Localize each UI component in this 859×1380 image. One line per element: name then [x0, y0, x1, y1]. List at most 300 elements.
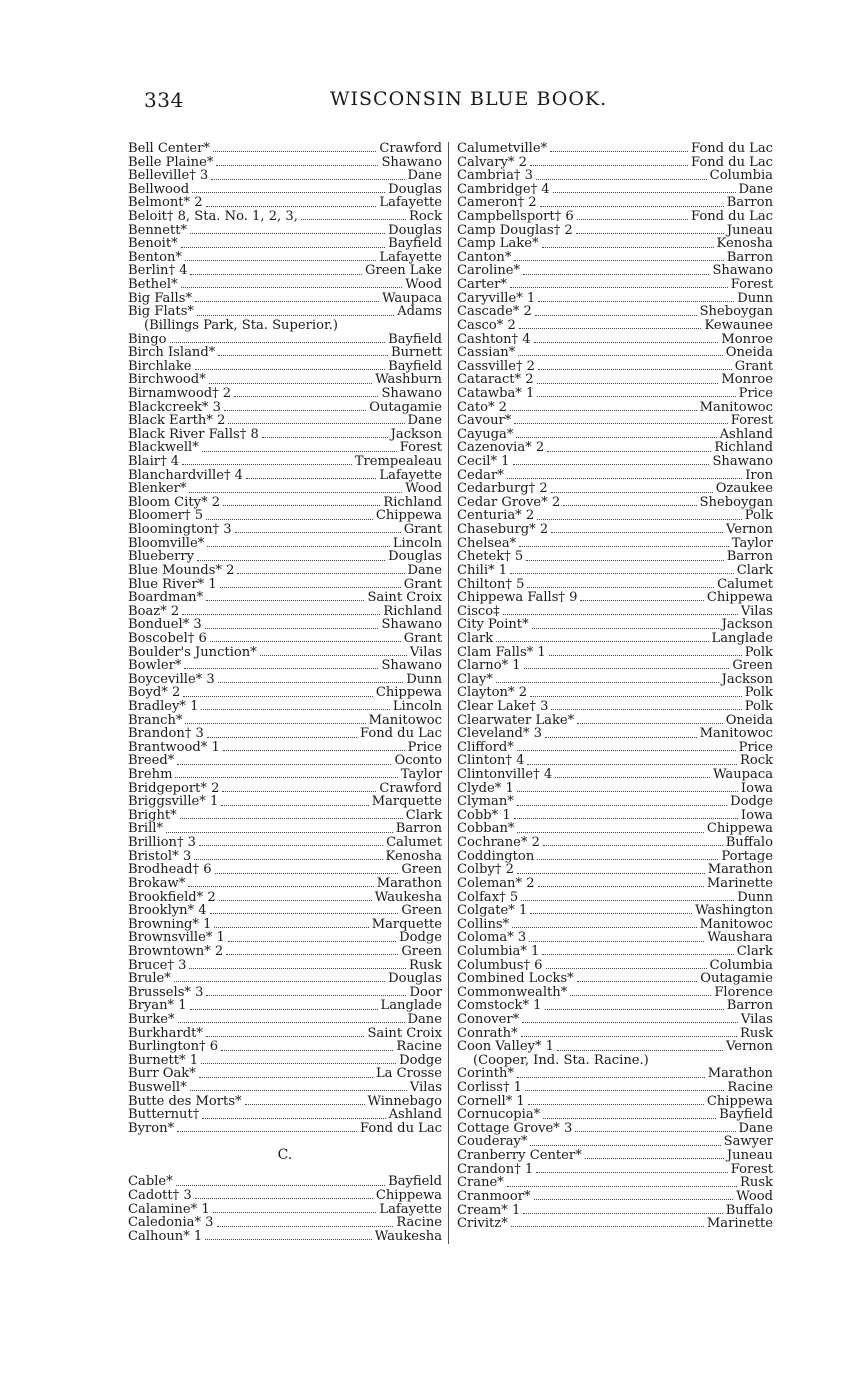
county-name: Rock: [408, 209, 442, 225]
dot-leader: [245, 1104, 365, 1105]
county-name: Barron: [726, 195, 773, 211]
dot-leader: [538, 886, 704, 887]
post-office-name: Brokaw*: [128, 875, 186, 891]
post-office-entry: [128, 673, 442, 687]
county-name: Clark: [736, 562, 773, 578]
post-office-entry: [457, 605, 773, 619]
county-name: Adams: [397, 304, 442, 320]
dot-leader: [536, 1172, 727, 1173]
dot-leader: [530, 165, 688, 166]
post-office-name: Blair† 4: [128, 454, 180, 470]
dot-leader: [195, 1198, 373, 1199]
post-office-entry: [128, 550, 442, 564]
station-note: (Billings Park, Sta. Superior.): [144, 317, 339, 333]
dot-leader: [221, 805, 368, 806]
post-office-name: Carter*: [457, 277, 507, 293]
post-office-entry: [128, 877, 442, 891]
post-office-name: Breed*: [128, 753, 175, 769]
county-name: Kenosha: [716, 236, 773, 252]
dot-leader: [513, 464, 710, 465]
county-name: Douglas: [388, 971, 442, 987]
post-office-entry: [128, 360, 442, 374]
dot-leader: [216, 165, 378, 166]
dot-leader: [185, 723, 365, 724]
post-office-entry: [128, 564, 442, 578]
post-office-entry: [457, 768, 773, 782]
dot-leader: [220, 587, 401, 588]
county-name: Door: [409, 984, 442, 1000]
dot-leader: [537, 859, 718, 860]
post-office-name: Cleveland* 3: [457, 726, 542, 742]
post-office-entry: [128, 727, 442, 741]
dot-leader: [537, 383, 719, 384]
post-office-entry: [457, 224, 773, 238]
post-office-entry: [128, 373, 442, 387]
post-office-name: Chaseburg* 2: [457, 522, 549, 538]
dot-leader: [214, 927, 368, 928]
post-office-entry: [128, 754, 442, 768]
post-office-name: Belleville† 3: [128, 168, 209, 184]
dot-leader: [175, 777, 397, 778]
dot-leader: [575, 1131, 735, 1132]
county-name: Grant: [734, 358, 773, 374]
dot-leader: [503, 614, 738, 615]
county-name: Grant: [403, 576, 442, 592]
county-name: Rock: [739, 753, 773, 769]
dot-leader: [518, 355, 722, 356]
post-office-name: Conrath*: [457, 1025, 518, 1041]
post-office-entry: [457, 1040, 773, 1054]
post-office-entry: [128, 1067, 442, 1081]
post-office-name: Big Flats*: [128, 304, 194, 320]
county-name: Forest: [399, 440, 442, 456]
post-office-entry: [457, 1081, 773, 1095]
county-name: Shawano: [381, 658, 442, 674]
post-office-name: Blueberry: [128, 549, 195, 565]
post-office-name: Buswell*: [128, 1080, 187, 1096]
post-office-name: Calumetville*: [457, 141, 548, 156]
county-name: Sawyer: [723, 1134, 773, 1150]
post-office-entry: [457, 333, 773, 347]
county-name: Fond du Lac: [690, 141, 773, 156]
post-office-entry: [128, 1095, 442, 1109]
post-office-name: Colfax† 5: [457, 889, 519, 905]
county-name: Price: [407, 739, 442, 755]
county-name: Polk: [744, 644, 773, 660]
dot-leader: [555, 777, 710, 778]
post-office-entry: [128, 264, 442, 278]
dot-leader: [228, 941, 396, 942]
post-office-entry: [128, 904, 442, 918]
county-name: Columbia: [709, 957, 773, 973]
post-office-name: Clark: [457, 630, 494, 646]
dot-leader: [235, 532, 401, 533]
section-heading: C.: [277, 1147, 293, 1164]
dot-leader: [523, 274, 709, 275]
post-office-name: Collins*: [457, 916, 510, 932]
dot-leader: [213, 151, 376, 152]
post-office-entry: [128, 918, 442, 932]
post-office-name: Campbellsport† 6: [457, 209, 574, 225]
post-office-name: Cranmoor*: [457, 1188, 531, 1204]
post-office-name: Brill*: [128, 821, 163, 837]
dot-leader: [234, 396, 378, 397]
dot-leader: [496, 682, 719, 683]
dot-leader: [530, 696, 742, 697]
dot-leader: [177, 1131, 357, 1132]
post-office-name: Comstock* 1: [457, 998, 542, 1014]
county-name: Dunn: [737, 290, 773, 306]
post-office-entry: [128, 1203, 442, 1217]
post-office-name: Chilton† 5: [457, 576, 525, 592]
post-office-name: Bell Center*: [128, 141, 210, 156]
post-office-entry: [128, 1054, 442, 1068]
post-office-name: Brussels* 3: [128, 984, 204, 1000]
post-office-entry: [128, 809, 442, 823]
dot-leader: [514, 423, 727, 424]
post-office-name: Centuria* 2: [457, 508, 535, 524]
county-name: Vilas: [740, 603, 773, 619]
dot-leader: [527, 764, 737, 765]
post-office-name: Benoit*: [128, 236, 178, 252]
post-office-entry: [457, 1163, 773, 1177]
county-name: Lafayette: [379, 195, 442, 211]
post-office-entry: [457, 1217, 773, 1231]
post-office-name: Bright*: [128, 807, 177, 823]
post-office-entry: [457, 319, 773, 333]
county-name: Calumet: [386, 835, 442, 851]
dot-leader: [189, 492, 402, 493]
county-name: La Crosse: [375, 1066, 442, 1082]
dot-leader: [206, 206, 377, 207]
post-office-entry: [457, 1027, 773, 1041]
dot-leader: [550, 151, 688, 152]
post-office-name: Combined Locks*: [457, 971, 574, 987]
dot-leader: [525, 1090, 724, 1091]
post-office-entry: [457, 156, 773, 170]
county-name: Lafayette: [379, 249, 442, 265]
post-office-name: Boaz* 2: [128, 603, 180, 619]
dot-leader: [536, 179, 707, 180]
post-office-entry: [457, 591, 773, 605]
county-name: Green: [401, 903, 442, 919]
county-name: Racine: [396, 1215, 442, 1231]
county-name: Iowa: [740, 807, 773, 823]
dot-leader: [576, 233, 724, 234]
post-office-entry: [128, 822, 442, 836]
post-office-name: Cedar*: [457, 467, 504, 483]
dot-leader: [183, 696, 373, 697]
county-name: Langlade: [711, 630, 773, 646]
post-office-name: Burlington† 6: [128, 1039, 219, 1055]
post-office-entry: [457, 346, 773, 360]
county-name: Oneida: [725, 712, 773, 728]
county-name: Lafayette: [379, 467, 442, 483]
post-office-entry: [128, 591, 442, 605]
county-name: Langlade: [380, 998, 442, 1014]
county-name: Dane: [407, 1012, 442, 1027]
post-office-entry: [457, 496, 773, 510]
post-office-entry: [128, 850, 442, 864]
county-name: Richland: [714, 440, 773, 456]
post-office-entry: [128, 578, 442, 592]
post-office-entry: [457, 1190, 773, 1204]
post-office-entry: [457, 727, 773, 741]
county-name: Bayfield: [719, 1107, 773, 1123]
county-name: Dunn: [406, 671, 442, 687]
post-office-entry: [457, 305, 773, 319]
dot-leader: [510, 287, 728, 288]
post-office-entry: [128, 441, 442, 455]
county-name: Bayfield: [388, 331, 442, 347]
post-office-entry: [128, 292, 442, 306]
post-office-name: Burke*: [128, 1012, 175, 1027]
dot-leader: [542, 247, 714, 248]
post-office-entry: [128, 945, 442, 959]
county-name: Monroe: [721, 331, 773, 347]
dot-leader: [528, 1104, 704, 1105]
post-office-entry: [128, 509, 442, 523]
county-name: Dunn: [737, 889, 773, 905]
county-name: Florence: [714, 984, 773, 1000]
county-name: Saint Croix: [367, 590, 442, 606]
post-office-name: Branch*: [128, 712, 183, 728]
post-office-name: Cato* 2: [457, 399, 508, 415]
post-office-entry: [457, 959, 773, 973]
post-office-name: Chelsea*: [457, 535, 517, 551]
post-office-entry: [457, 1122, 773, 1136]
county-name: Ashland: [719, 426, 773, 442]
post-office-entry: [128, 700, 442, 714]
dot-leader: [532, 628, 719, 629]
post-office-name: Cranberry Center*: [457, 1148, 582, 1164]
dot-leader: [551, 492, 713, 493]
post-office-entry: [457, 360, 773, 374]
post-office-entry: [128, 1122, 442, 1136]
dot-leader: [194, 859, 382, 860]
county-name: Buffalo: [725, 1202, 773, 1218]
station-note: (Cooper, Ind. Sta. Racine.): [473, 1052, 649, 1068]
dot-leader: [496, 641, 708, 642]
dot-leader: [510, 410, 697, 411]
post-office-entry: [457, 1176, 773, 1190]
post-office-entry: [457, 1135, 773, 1149]
post-office-name: Brookfield* 2: [128, 889, 216, 905]
county-name: Chippewa: [706, 821, 773, 837]
county-name: Manitowoc: [699, 916, 773, 932]
post-office-entry: [457, 1204, 773, 1218]
post-office-entry: [457, 1108, 773, 1122]
county-name: Racine: [396, 1039, 442, 1055]
county-name: Crawford: [379, 780, 442, 796]
county-name: Rusk: [740, 1025, 773, 1041]
dot-leader: [190, 274, 362, 275]
post-office-entry: [128, 618, 442, 632]
post-office-name: City Point*: [457, 617, 529, 633]
post-office-entry: [128, 986, 442, 1000]
post-office-name: Bryan* 1: [128, 998, 187, 1014]
post-office-name: Camp Douglas† 2: [457, 222, 573, 238]
post-office-entry: [457, 564, 773, 578]
running-head: WISCONSIN BLUE BOOK.: [330, 88, 608, 110]
county-name: Racine: [727, 1080, 773, 1096]
county-name: Saint Croix: [367, 1025, 442, 1041]
county-name: Taylor: [731, 535, 773, 551]
county-name: Clark: [736, 943, 773, 959]
dot-leader: [557, 1050, 723, 1051]
post-office-name: Corinth*: [457, 1066, 515, 1082]
post-office-name: Camp Lake*: [457, 236, 539, 252]
county-name: Iowa: [740, 780, 773, 796]
post-office-name: Benton*: [128, 249, 182, 265]
post-office-name: Birnamwood† 2: [128, 385, 232, 401]
dot-leader: [201, 1063, 396, 1064]
dot-leader: [545, 1009, 724, 1010]
county-name: Chippewa: [375, 508, 442, 524]
post-office-entry: [128, 646, 442, 660]
post-office-entry: [457, 863, 773, 877]
dot-leader: [226, 954, 398, 955]
left-column: [128, 142, 442, 1244]
post-office-entry: [457, 891, 773, 905]
dot-leader: [551, 532, 723, 533]
county-name: Marquette: [371, 916, 442, 932]
county-name: Fond du Lac: [359, 1120, 442, 1136]
post-office-entry: [128, 537, 442, 551]
county-name: Oconto: [394, 753, 442, 769]
dot-leader: [206, 1036, 365, 1037]
post-office-entry: [457, 795, 773, 809]
post-office-entry: [457, 387, 773, 401]
dot-leader: [213, 1212, 377, 1213]
dot-leader: [210, 913, 399, 914]
dot-leader: [223, 505, 380, 506]
dot-leader: [563, 505, 696, 506]
post-office-name: Clintonville† 4: [457, 767, 553, 783]
post-office-name: Cottage Grove* 3: [457, 1120, 573, 1136]
dot-leader: [538, 369, 732, 370]
page-number: 334: [144, 88, 184, 112]
post-office-name: Bethel*: [128, 277, 178, 293]
column-divider: [448, 142, 449, 1244]
dot-leader: [199, 1077, 373, 1078]
dot-leader: [507, 1186, 737, 1187]
dot-leader: [551, 709, 741, 710]
post-office-name: Clam Falls* 1: [457, 644, 546, 660]
county-name: Winnebago: [367, 1093, 442, 1109]
post-office-name: Blue River* 1: [128, 576, 217, 592]
county-name: Bayfield: [388, 1174, 442, 1190]
post-office-entry: [128, 768, 442, 782]
dot-leader: [197, 315, 394, 316]
dot-leader: [538, 301, 734, 302]
post-office-name: Cadott† 3: [128, 1188, 192, 1204]
post-office-entry: [457, 931, 773, 945]
dot-leader: [511, 1226, 704, 1227]
post-office-entry: [457, 264, 773, 278]
post-office-entry: [128, 305, 442, 319]
post-office-entry: [128, 1040, 442, 1054]
county-name: Chippewa: [706, 1093, 773, 1109]
post-office-entry: [457, 741, 773, 755]
post-office-name: Cobb* 1: [457, 807, 511, 823]
dot-leader: [185, 260, 376, 261]
post-office-entry: [457, 918, 773, 932]
county-name: Waukesha: [374, 889, 442, 905]
county-name: Trempealeau: [354, 454, 442, 470]
dot-leader: [517, 832, 703, 833]
post-office-entry: [128, 169, 442, 183]
county-name: Chippewa: [706, 590, 773, 606]
post-office-name: Cochrane* 2: [457, 835, 540, 851]
post-office-entry: [457, 986, 773, 1000]
post-office-name: Browning* 1: [128, 916, 212, 932]
county-name: Dane: [738, 1120, 773, 1136]
post-office-name: Calhoun* 1: [128, 1228, 203, 1244]
post-office-name: Clearwater Lake*: [457, 712, 575, 728]
dot-leader: [197, 560, 385, 561]
dot-leader: [190, 233, 385, 234]
county-name: Marquette: [371, 794, 442, 810]
post-office-entry: [457, 414, 773, 428]
post-office-entry: [128, 333, 442, 347]
post-office-name: Brownsville* 1: [128, 930, 225, 946]
post-office-entry: [457, 945, 773, 959]
post-office-entry: [128, 496, 442, 510]
post-office-name: Birchlake: [128, 358, 192, 374]
dot-leader: [260, 655, 407, 656]
post-office-name: Bloomer† 5: [128, 508, 204, 524]
post-office-entry: [128, 210, 442, 224]
county-name: Wood: [405, 481, 442, 497]
post-office-name: Clayton* 2: [457, 685, 528, 701]
county-name: Vilas: [409, 644, 442, 660]
county-name: Bayfield: [388, 358, 442, 374]
post-office-entry: [128, 196, 442, 210]
county-name: Sheboygan: [699, 494, 773, 510]
post-office-name: Boscobel† 6: [128, 630, 207, 646]
post-office-entry: [457, 578, 773, 592]
dot-leader: [507, 478, 742, 479]
dot-leader: [205, 628, 379, 629]
post-office-name: Big Falls*: [128, 290, 192, 306]
dot-leader: [181, 287, 403, 288]
post-office-name: Calamine* 1: [128, 1201, 210, 1217]
county-name: Lincoln: [392, 698, 442, 714]
post-office-name: Clyman*: [457, 794, 514, 810]
county-name: Fond du Lac: [690, 154, 773, 170]
post-office-entry: [128, 414, 442, 428]
post-office-entry: [128, 1216, 442, 1230]
post-office-name: Cedarburg† 2: [457, 481, 548, 497]
post-office-entry: [457, 469, 773, 483]
post-office-name: Bloom City* 2: [128, 494, 221, 510]
post-office-name: Catawba* 1: [457, 385, 535, 401]
dot-leader: [237, 573, 404, 574]
post-office-name: Colby† 2: [457, 862, 514, 878]
post-office-name: Bradley* 1: [128, 698, 199, 714]
post-office-entry: [457, 686, 773, 700]
post-office-entry: [457, 210, 773, 224]
county-name: Iron: [745, 467, 773, 483]
post-office-entry: [128, 278, 442, 292]
post-office-entry: [128, 469, 442, 483]
county-name: Outagamie: [369, 399, 442, 415]
post-office-entry: [457, 455, 773, 469]
county-name: Dodge: [399, 930, 442, 946]
post-office-entry: [128, 1230, 442, 1244]
dot-leader: [512, 927, 696, 928]
